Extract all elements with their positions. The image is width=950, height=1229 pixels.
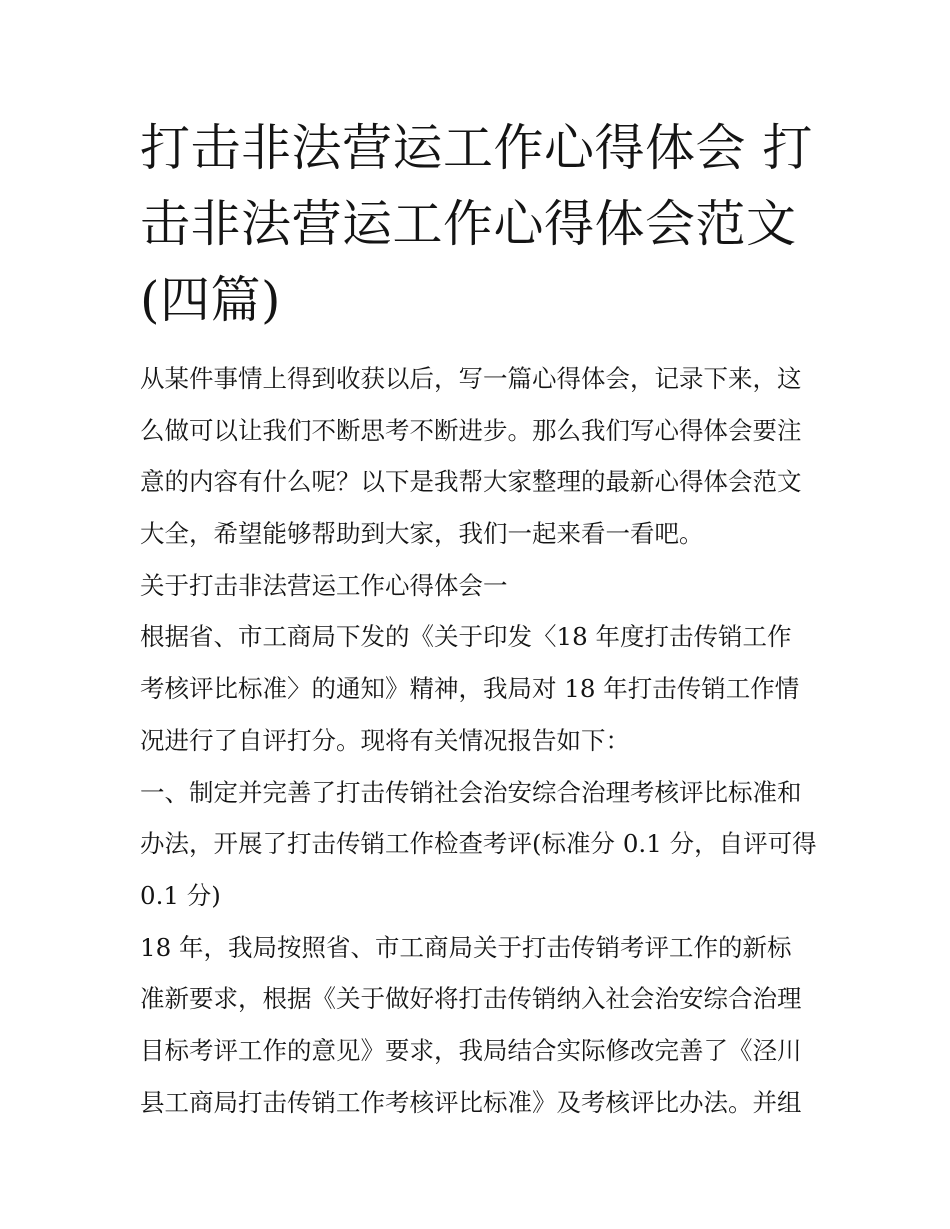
- body-line: 0.1 分): [140, 880, 221, 910]
- title-line: 打击非法营运工作心得体会 打: [140, 119, 813, 177]
- title-line: (四篇): [140, 271, 282, 329]
- body-line: 意的内容有什么呢？以下是我帮大家整理的最新心得体会范文: [140, 467, 802, 497]
- body-line: 大全，希望能够帮助到大家，我们一起来看一看吧。: [140, 519, 704, 549]
- body-line: 准新要求，根据《关于做好将打击传销纳入社会治安综合治理: [140, 984, 802, 1014]
- body-line: 么做可以让我们不断思考不断进步。那么我们写心得体会要注: [140, 415, 802, 445]
- document-body: [140, 356, 830, 1131]
- body-line: 县工商局打击传销工作考核评比标准》及考核评比办法。并组: [140, 1087, 802, 1117]
- body-line: 一、制定并完善了打击传销社会治安综合治理考核评比标准和: [140, 777, 802, 807]
- body-line: 考核评比标准〉的通知》精神，我局对 18 年打击传销工作情: [140, 674, 800, 704]
- title-line: 击非法营运工作心得体会范文: [140, 195, 797, 253]
- body-line: 根据省、市工商局下发的《关于印发〈18 年度打击传销工作: [140, 622, 792, 652]
- section-heading: 关于打击非法营运工作心得体会一: [140, 570, 508, 600]
- body-line: 目标考评工作的意见》要求，我局结合实际修改完善了《泾川: [140, 1035, 802, 1065]
- body-line: 从某件事情上得到收获以后，写一篇心得体会，记录下来，这: [140, 364, 802, 393]
- document-title: [140, 110, 820, 338]
- body-line: 办法，开展了打击传销工作检查考评(标准分 0.1 分，自评可得: [140, 829, 817, 859]
- body-line: 况进行了自评打分。现将有关情况报告如下：: [140, 725, 630, 755]
- body-line: 18 年，我局按照省、市工商局关于打击传销考评工作的新标: [140, 932, 792, 962]
